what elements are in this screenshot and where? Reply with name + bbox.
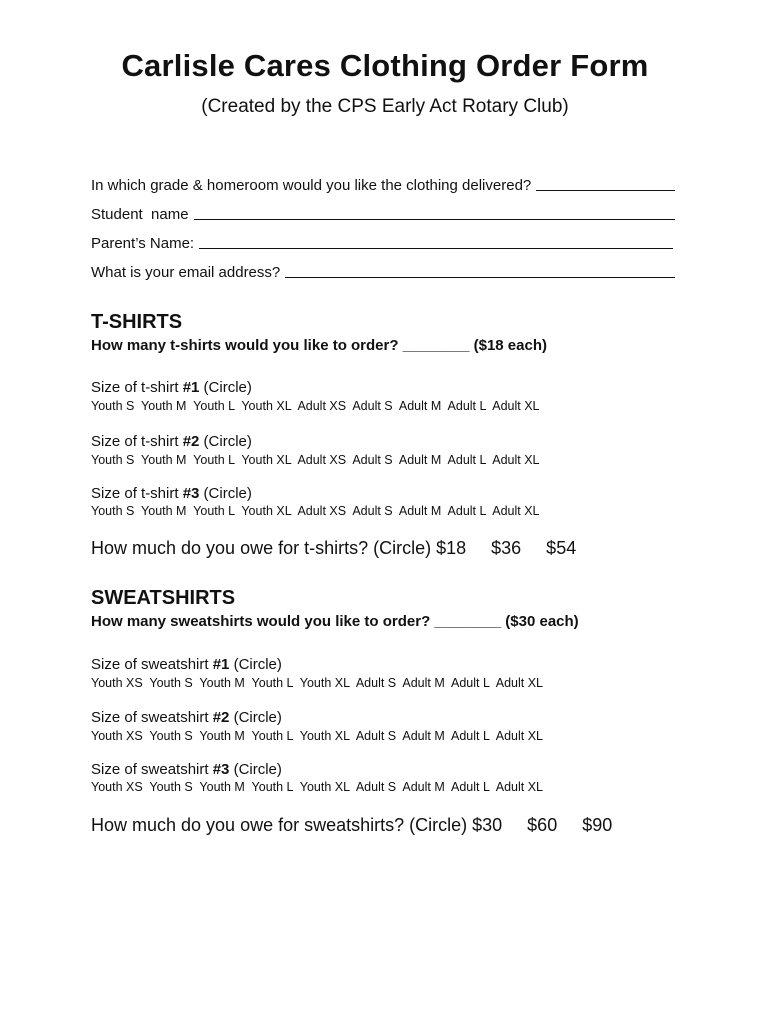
sweatshirt-3-size-options[interactable]: Youth XS Youth S Youth M Youth L Youth XL Adult S Adult M Adult L Adult XL (91, 780, 543, 794)
size-prefix: Size of t-shirt (91, 485, 183, 502)
tshirt-3-size-options[interactable]: Youth S Youth M Youth L Youth XL Adult XS Adult S Adult M Adult L Adult XL (91, 504, 540, 518)
size-prefix: Size of sweatshirt (91, 761, 213, 778)
item-number: #3 (212, 761, 230, 778)
circle-text: (Circle) (229, 761, 282, 778)
student-name-field[interactable] (91, 203, 675, 223)
circle-text: (Circle) (229, 656, 282, 673)
item-number: #2 (182, 433, 200, 450)
parent-name-field[interactable] (91, 232, 673, 252)
circle-text: (Circle) (199, 379, 252, 396)
student-name-label: Student name (91, 206, 189, 223)
sweatshirt-1-size-options[interactable]: Youth XS Youth S Youth M Youth L Youth XL Adult S Adult M Adult L Adult XL (91, 676, 543, 690)
email-field[interactable] (91, 261, 675, 281)
size-prefix: Size of t-shirt (91, 379, 183, 396)
size-prefix: Size of sweatshirt (91, 656, 213, 673)
circle-text: (Circle) (229, 709, 282, 726)
item-number: #2 (212, 709, 230, 726)
tshirt-1-size-label (91, 379, 252, 396)
student-name-blank[interactable] (194, 218, 675, 220)
sweatshirt-2-size-options[interactable]: Youth XS Youth S Youth M Youth L Youth XL Adult S Adult M Adult L Adult XL (91, 729, 543, 743)
item-number: #1 (182, 379, 200, 396)
sweatshirts-quantity-question[interactable]: How many sweatshirts would you like to order? ________ ($30 each) (91, 613, 579, 630)
email-blank[interactable] (285, 276, 675, 278)
circle-text: (Circle) (199, 485, 252, 502)
item-number: #1 (212, 656, 230, 673)
tshirts-quantity-question[interactable]: How many t-shirts would you like to order? ________ ($18 each) (91, 337, 547, 354)
page-title: Carlisle Cares Clothing Order Form (121, 48, 649, 83)
circle-text: (Circle) (199, 433, 252, 450)
grade-homeroom-blank[interactable] (536, 189, 675, 191)
tshirt-2-size-label (91, 433, 252, 450)
parent-name-label: Parent’s Name: (91, 235, 195, 252)
grade-homeroom-field[interactable] (91, 174, 675, 194)
tshirts-owe-question[interactable]: How much do you owe for t-shirts? (Circle) $18 $36 $54 (91, 538, 577, 558)
grade-homeroom-label: In which grade & homeroom would you like the clothing delivered? (91, 177, 532, 194)
tshirt-3-size-label (91, 485, 252, 502)
size-prefix: Size of sweatshirt (91, 709, 213, 726)
email-label: What is your email address? (91, 264, 281, 281)
sweatshirt-2-size-label (91, 709, 282, 726)
sweatshirts-heading: SWEATSHIRTS (91, 587, 236, 609)
sweatshirt-1-size-label (91, 656, 282, 673)
size-prefix: Size of t-shirt (91, 433, 183, 450)
sweatshirts-owe-question[interactable]: How much do you owe for sweatshirts? (Circle) $30 $60 $90 (91, 815, 613, 835)
parent-name-blank[interactable] (199, 247, 673, 249)
sweatshirt-3-size-label (91, 761, 282, 778)
tshirts-heading: T-SHIRTS (91, 311, 183, 333)
page-subtitle: (Created by the CPS Early Act Rotary Club) (201, 96, 569, 117)
tshirt-2-size-options[interactable]: Youth S Youth M Youth L Youth XL Adult XS Adult S Adult M Adult L Adult XL (91, 453, 540, 467)
item-number: #3 (182, 485, 200, 502)
tshirt-1-size-options[interactable]: Youth S Youth M Youth L Youth XL Adult XS Adult S Adult M Adult L Adult XL (91, 399, 540, 413)
